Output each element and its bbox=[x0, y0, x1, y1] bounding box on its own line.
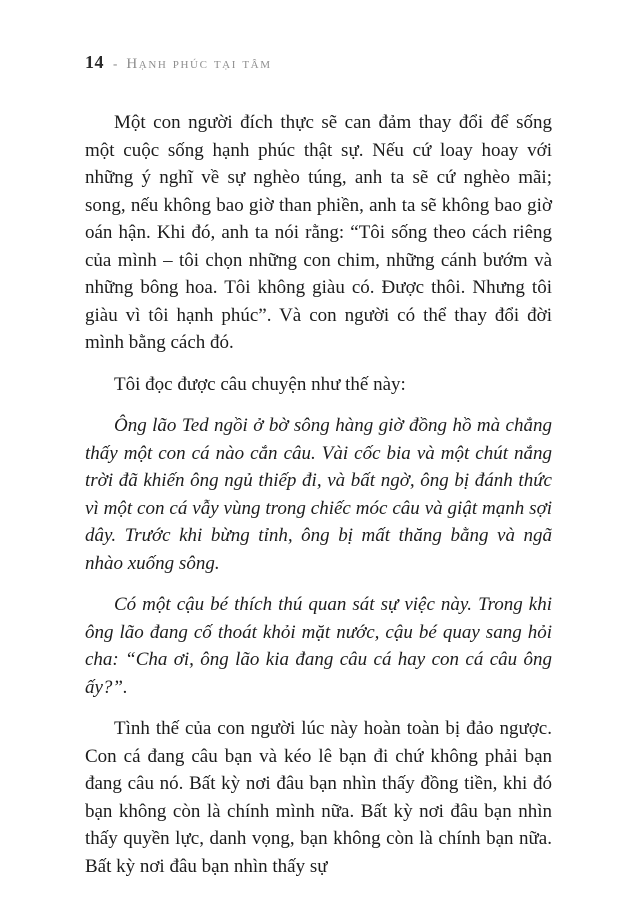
paragraph-story-1: Ông lão Ted ngồi ở bờ sông hàng giờ đồng hồ mà chẳng thấy một con cá nào cắn câu. Vài cốc bia và một chút nắng trời đã khiến ông ngủ thiếp đi, và bất ngờ, ông bị đánh thức vì một con cá vẫy vùng trong chiếc móc câu và giật mạnh sợi dây. Trước khi bừng tỉnh, ông bị mất thăng bằng và ngã nhào xuống sông. bbox=[85, 415, 552, 574]
book-title: Hạnh phúc tại tâm bbox=[126, 56, 272, 72]
paragraph-story-2: Có một cậu bé thích thú quan sát sự việc này. Trong khi ông lão đang cố thoát khỏi mặt nước, cậu bé quay sang hỏi cha: “Cha ơi, ông lão kia đang câu cá hay con cá câu ông ấy?”. bbox=[85, 594, 552, 698]
paragraph-commentary: Tình thế của con người lúc này hoàn toàn bị đảo ngược. Con cá đang câu bạn và kéo lê bạn đi chứ không phải bạn đang câu nó. Bất kỳ nơi đâu bạn nhìn thấy đồng tiền, khi đó bạn không còn là chính mình nữa. Bất kỳ nơi đâu bạn nhìn thấy quyền lực, danh vọng, bạn không còn là chính bạn nữa. Bất kỳ nơi đâu bạn nhìn thấy sự bbox=[85, 718, 552, 877]
paragraph-intro: Một con người đích thực sẽ can đảm thay đổi để sống một cuộc sống hạnh phúc thật sự. Nếu cứ loay hoay với những ý nghĩ về sự nghèo túng, anh ta sẽ cứ nghèo mãi; song, nếu không bao giờ than phiền, anh ta sẽ không bao giờ oán hận. Khi đó, anh ta nói rằng: “Tôi sống theo cách riêng của mình – tôi chọn những con chim, những cánh bướm và những bông hoa. Tôi không giàu có. Được thôi. Nhưng tôi giàu vì tôi hạnh phúc”. Và con người có thể thay đổi đời mình bằng cách đó. bbox=[85, 112, 552, 353]
page-content bbox=[85, 109, 552, 880]
header-separator: - bbox=[113, 56, 118, 71]
page-number: 14 bbox=[85, 52, 104, 72]
running-header bbox=[85, 52, 552, 73]
paragraph-lead-in: Tôi đọc được câu chuyện như thế này: bbox=[114, 373, 406, 395]
